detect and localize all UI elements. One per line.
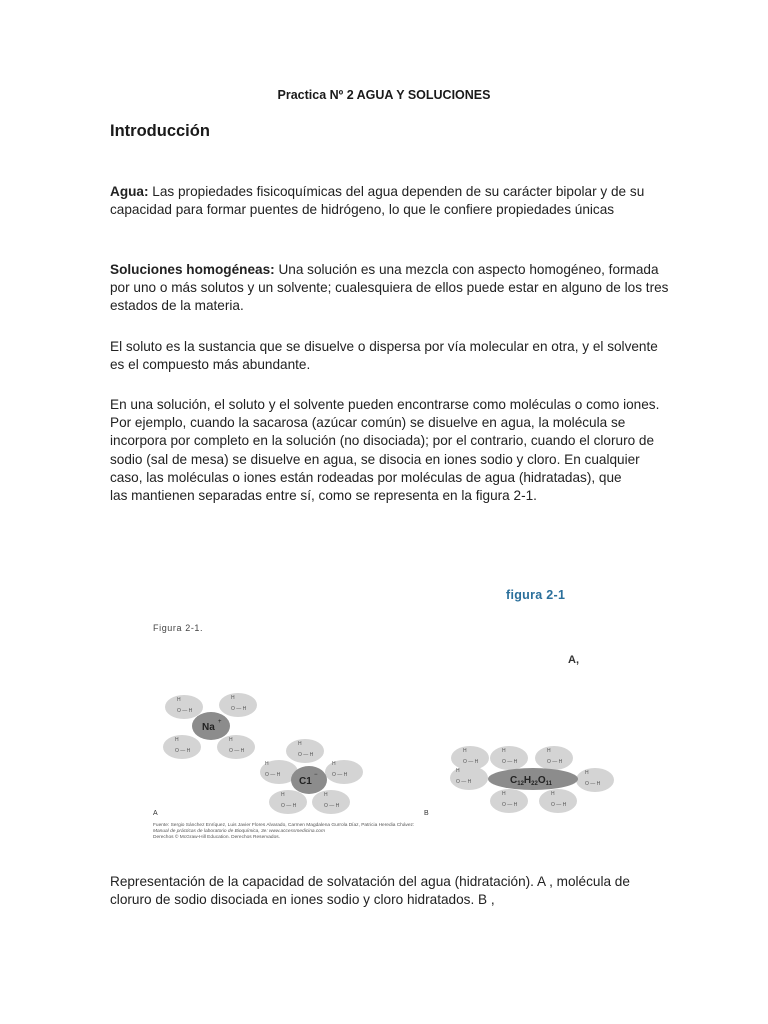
chloride-ion-label: C1 [299,776,312,787]
water-oh-label: O — H [502,759,518,765]
soluciones-text: Una solución es una mezcla con aspecto homogéneo, formada por uno o más solutos y un solvente; cualesquiera de ellos puede estar en alguno de los tres estados de la materia. [110,262,669,314]
document-title: Practica Nº 2 AGUA Y SOLUCIONES [277,88,491,102]
water-oh-label: O — H [585,781,601,787]
water-molecule [490,746,528,770]
agua-text: Las propiedades fisicoquímicas del agua dependen de su carácter bipolar y de su capacidad para formar puentes de hidrógeno, lo que le confiere propiedades únicas [110,184,645,218]
water-oh-label: O — H [547,759,563,765]
source-line-1: Fuente: Sergio Sánchez Enríquez, Luis Javier Flores Alvarado, Carmen Magdalena Gurrola Díaz, Patricia Heredia Chávez: [153,823,415,828]
panel-b-label: B [424,810,429,817]
sucrose-formula: $C_{12}H_{22}O_{11}$ [510,775,552,787]
sucrose-cluster [450,746,614,813]
water-h-label: H [456,768,460,774]
water-molecule [165,695,203,719]
water-oh-label: O — H [551,802,567,808]
water-oh-label: O — H [177,708,193,714]
solucion-text: En una solución, el soluto y el solvente pueden encontrarse como moléculas o como iones. Por ejemplo, cuando la sacarosa (azúcar común) se disuelve en agua, la molécula se incorpora por completo en la solución (no disociada); por el contrario, cuando el cloruro de sodio (sal de mesa) se disuelve en agua, se disocia en iones sodio y cloro. En cualquier caso, las moléculas o iones están rodeadas por moléculas de agua (hidratadas), que [110,397,660,485]
water-molecule [535,746,573,770]
soluciones-label: Soluciones homogéneas: [110,262,275,277]
panel-a-label: A [153,810,158,817]
agua-label: Agua: [110,184,149,199]
water-oh-label: O — H [324,803,340,809]
water-molecule [286,739,324,763]
water-h-label: H [229,737,233,743]
paragraph-soluciones [110,261,670,316]
source-line-2: Manual de prácticas de laboratorio de Bioquímica, 3e: www.accessmedicina.com [153,829,325,834]
soluto-text: El soluto es la sustancia que se disuelve o dispersa por vía molecular en otra, y el solvente es el compuesto más abundante. [110,339,658,373]
water-oh-label: O — H [175,748,191,754]
figure-corner-label: A, [568,654,579,666]
water-oh-label: O — H [456,779,472,785]
water-oh-label: O — H [231,706,247,712]
water-molecule [217,735,255,759]
water-molecule [576,768,614,792]
source-line-3: Derechos © McGraw-Hill Education. Derechos Reservados. [153,835,280,840]
figure-caption: Representación de la capacidad de solvatación del agua (hidratación). A , molécula de cloruro de sodio disociada en iones sodio y cloro hidratados. B , [110,874,630,908]
sodium-charge: + [218,719,222,725]
paragraph-solucion [110,396,670,505]
water-oh-label: O — H [463,759,479,765]
water-h-label: H [281,792,285,798]
water-h-label: H [298,741,302,747]
water-oh-label: O — H [265,772,281,778]
paragraph-soluto [110,338,670,374]
water-molecule [163,735,201,759]
water-h-label: H [585,770,589,776]
water-h-label: H [175,737,179,743]
water-oh-label: O — H [502,802,518,808]
paragraph-agua [110,183,670,219]
water-molecule [269,790,307,814]
water-h-label: H [463,748,467,754]
water-h-label: H [177,697,181,703]
figure-tag: figura 2-1 [506,588,566,602]
sodium-ion-label: Na [202,722,215,733]
chloride-cluster [260,739,363,814]
water-h-label: H [551,791,555,797]
chloride-charge: − [314,772,318,778]
water-h-label: H [324,792,328,798]
water-molecule [539,789,577,813]
water-oh-label: O — H [332,772,348,778]
water-oh-label: O — H [281,803,297,809]
intro-heading: Introducción [110,122,210,140]
water-molecule [490,789,528,813]
water-h-label: H [502,748,506,754]
water-molecule [312,790,350,814]
hydration-figure [148,615,618,845]
water-molecule [219,693,257,717]
water-h-label: H [547,748,551,754]
water-h-label: H [332,761,336,767]
sodium-cluster [163,693,257,759]
solucion-text-2: las mantienen separadas entre sí, como se representa en la figura 2-1. [110,488,537,504]
water-h-label: H [502,791,506,797]
water-oh-label: O — H [298,752,314,758]
water-oh-label: O — H [229,748,245,754]
water-h-label: H [231,695,235,701]
water-h-label: H [265,761,269,767]
figure-inner-label: Figura 2-1. [153,623,204,633]
